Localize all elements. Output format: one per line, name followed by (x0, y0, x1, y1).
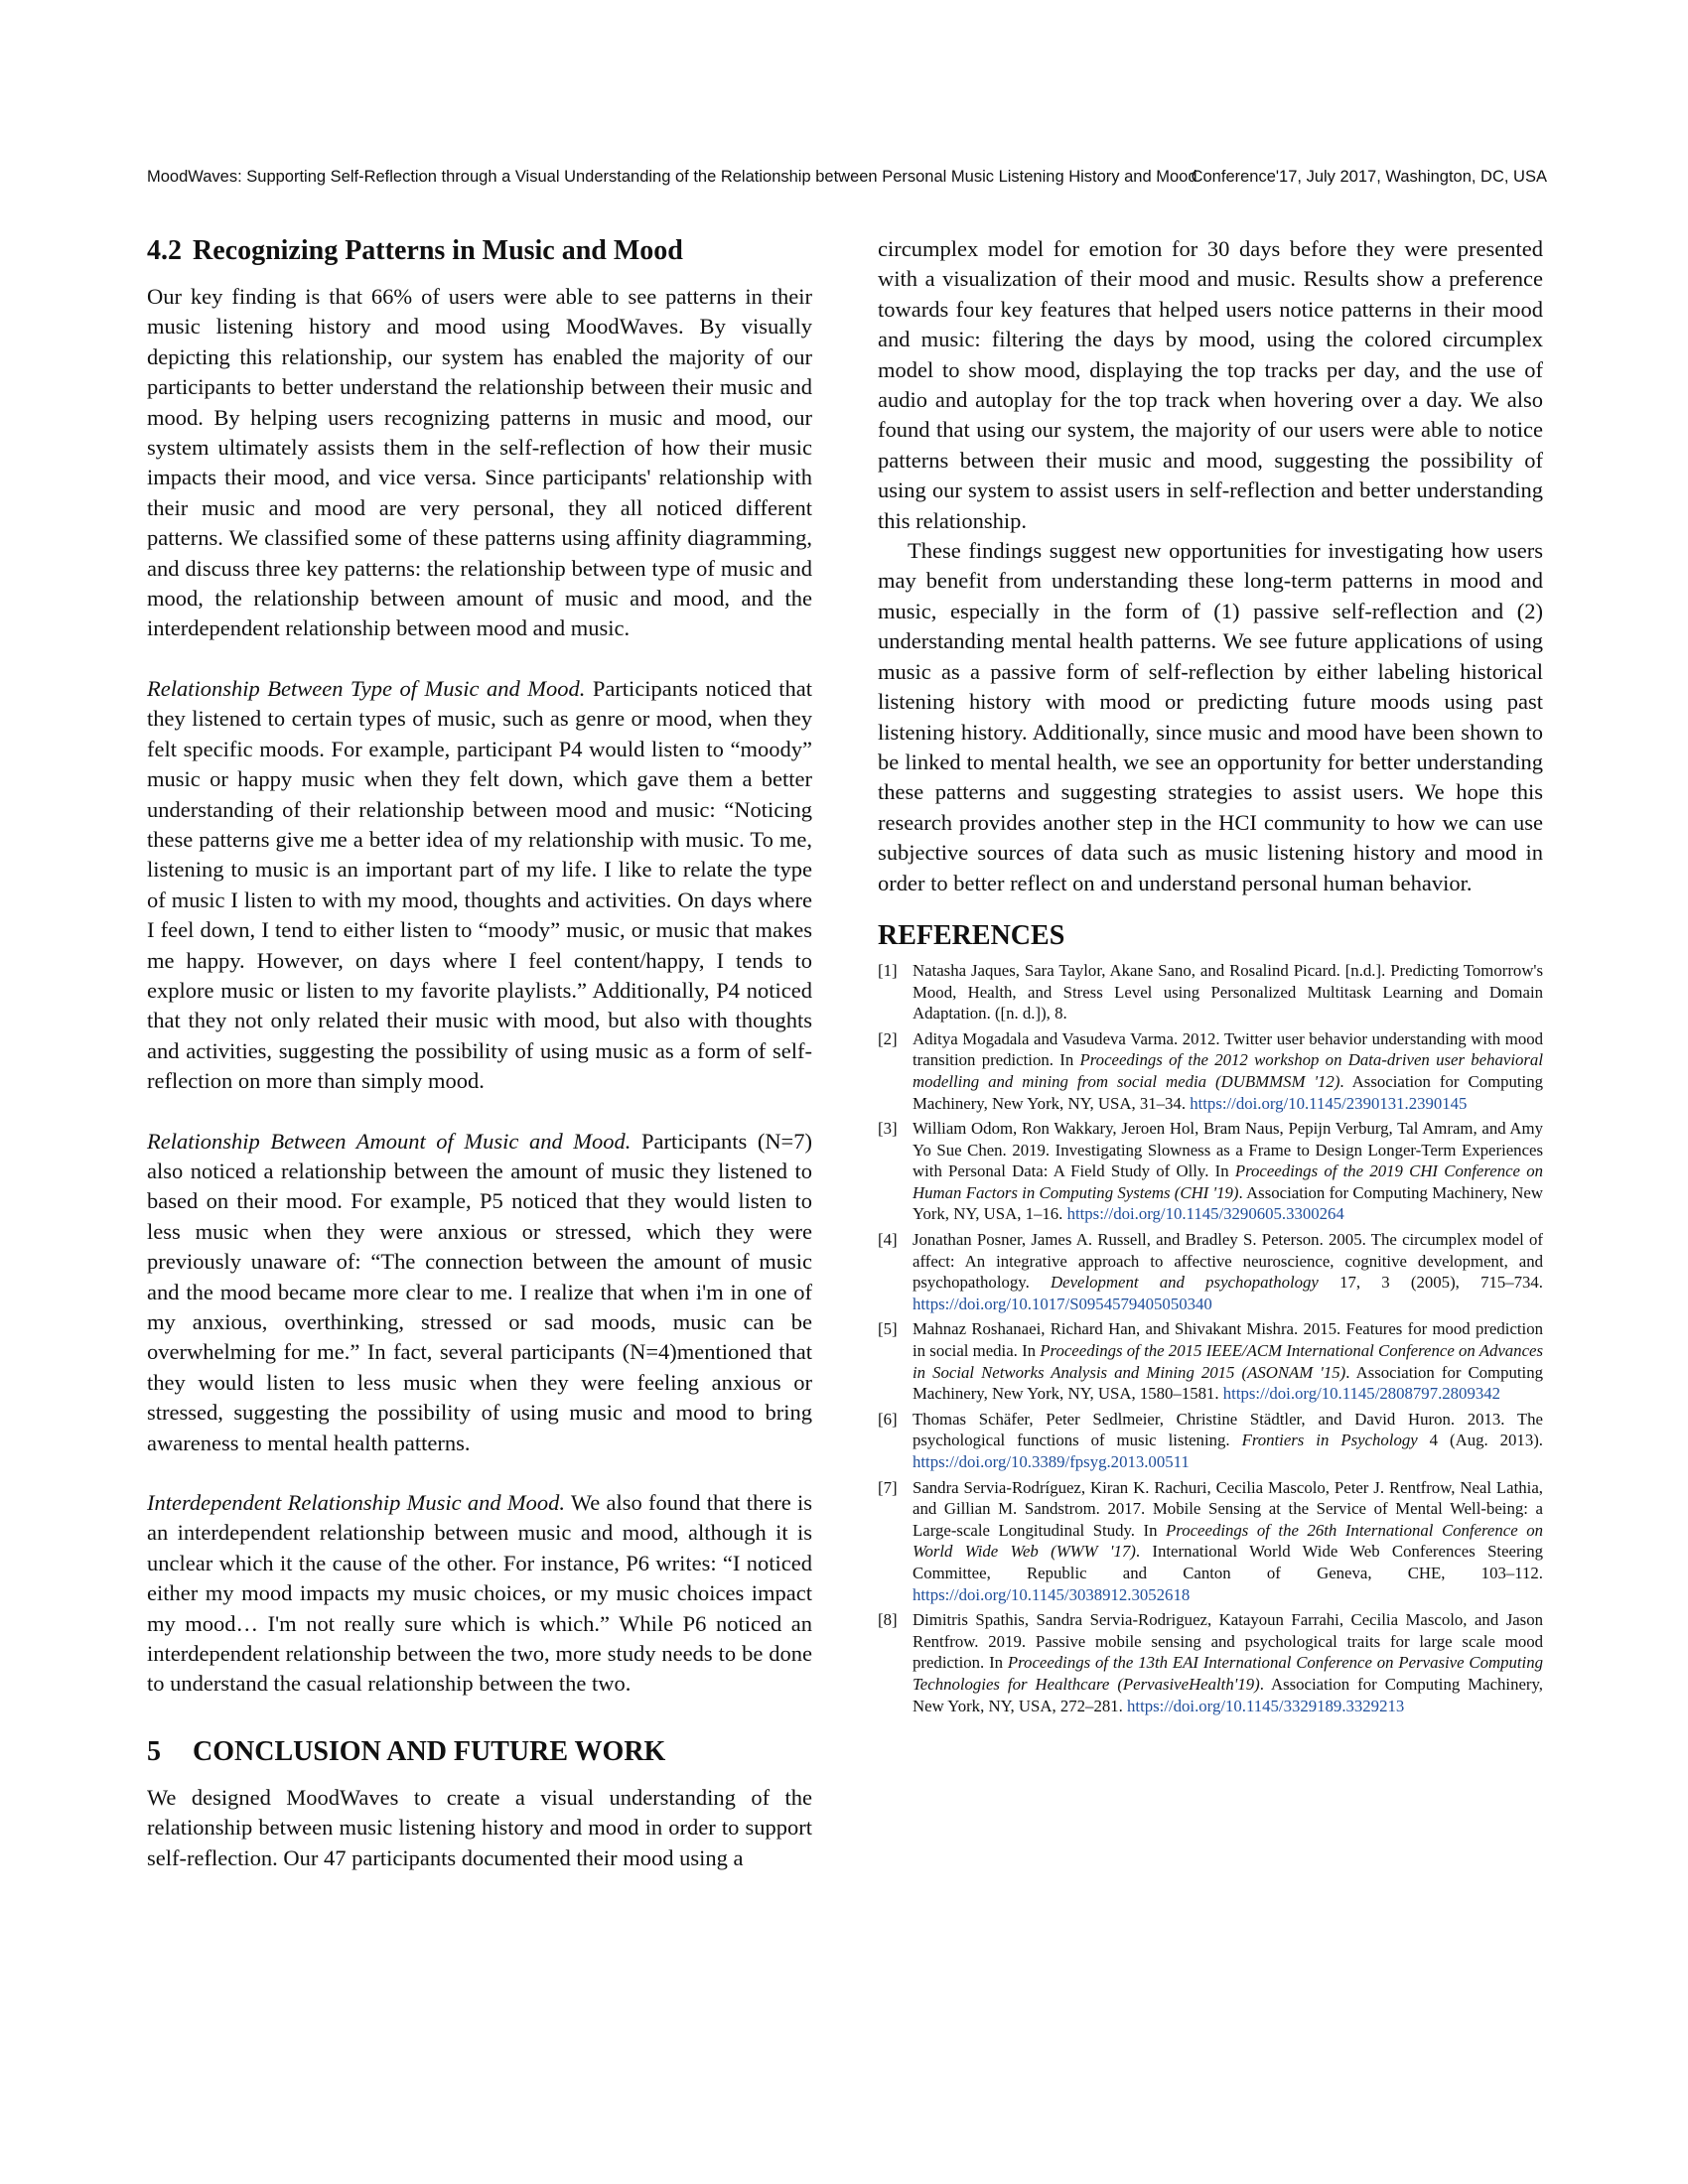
paragraph-heading: Interdependent Relationship Music and Mood. (147, 1490, 565, 1516)
reference-number: [6] (878, 1409, 898, 1429)
reference-number: [4] (878, 1230, 898, 1250)
reference-doi-link[interactable]: https://doi.org/10.3389/fpsyg.2013.00511 (913, 1452, 1190, 1471)
conclusion-paragraph-2: These findings suggest new opportunities for investigating how users may benefit from understanding these long-term patterns in mood and music, especially in the form of (1) passive self-reflection and (2) understanding mental health patterns. We see future applications of using music as a passive form of self-reflection by either labeling historical listening history with mood or predicting future moods using past listening history. Additionally, since music and mood have been shown to be linked to mental health, we see an opportunity for better understanding these patterns and suggesting strategies to assist users. We hope this research provides another step in the HCI community to how we can use subjective sources of data such as music listening history and mood in order to better reflect on and understand personal human behavior. (878, 538, 1543, 895)
reference-doi-link[interactable]: https://doi.org/10.1145/3329189.3329213 (1127, 1696, 1405, 1715)
reference-venue: Development and psychopathology (1051, 1273, 1319, 1293)
reference-text: Mahnaz Roshanaei, Richard Han, and Shivakant Mishra. 2015. Features for mood prediction in social media. In (913, 1319, 1543, 1361)
section-title: Recognizing Patterns in Music and Mood (193, 235, 683, 266)
reference-details: 17, 3 (2005), 715–734. (1318, 1273, 1544, 1293)
reference-item (878, 1118, 1543, 1225)
paragraph-body: We also found that there is an interdependent relationship between music and mood, although it is unclear which it the cause of the other. For instance, P6 writes: “I noticed either my mood impacts my music choices, or my music choices impact my mood… I'm not really sure which is which.” While P6 noticed an interdependent relationship between the two, more study needs to be done to understand the casual relationship between the two. (147, 1490, 812, 1697)
reference-item (878, 1609, 1543, 1716)
reference-doi-link[interactable]: https://doi.org/10.1145/3038912.3052618 (913, 1584, 1191, 1604)
reference-number: [8] (878, 1610, 898, 1630)
running-header-venue: Conference'17, July 2017, Washington, DC, USA (1191, 168, 1547, 186)
paragraph-heading: Relationship Between Type of Music and Mood. (147, 675, 586, 701)
reference-details: . International World Wide Web Conferences Steering Committee, Republic and Canton of Geneva, CHE, 103–112. (913, 1542, 1543, 1582)
reference-number: [3] (878, 1119, 898, 1139)
section-4-2-intro: Our key finding is that 66% of users were able to see patterns in their music listening history and mood using MoodWaves. By visually depicting this relationship, our system has enabled the majority of our participants to better understand the relationship between their music and mood. By helping users recognizing patterns in music and mood, our system ultimately assists them in the self-reflection of how their music impacts their mood, and vice versa. Since participants' relationship with their music and mood are very personal, they all noticed different patterns. We classified some of these patterns using affinity diagramming, and discuss three key patterns: the relationship between type of music and mood, the relationship between amount of music and mood, and the interdependent relationship between mood and music. (147, 284, 812, 641)
section-number: 4.2 (147, 235, 182, 266)
reference-details: . Association for Computing Machinery, New York, NY, USA, 1–16. (913, 1182, 1543, 1224)
reference-item (878, 1477, 1543, 1606)
reference-details: . Association for Computing Machinery, New York, NY, USA, 31–34. (913, 1071, 1544, 1113)
reference-venue: Proceedings of the 2012 workshop on Data-driven user behavioral modelling and mining from social media (DUBMMSM '12) (913, 1050, 1543, 1091)
reference-number: [7] (878, 1477, 898, 1497)
reference-venue: Frontiers in Psychology (1241, 1431, 1418, 1450)
reference-text: Aditya Mogadala and Vasudeva Varma. 2012. Twitter user behavior understanding with mood transition prediction. In (913, 1028, 1543, 1070)
reference-list (878, 960, 1543, 1716)
reference-venue: Proceedings of the 13th EAI International Conference on Pervasive Computing Technologies for Healthcare (PervasiveHealth'19) (913, 1653, 1543, 1694)
reference-venue: Proceedings of the 2015 IEEE/ACM International Conference on Advances in Social Networks Analysis and Mining 2015 (ASONAM '15) (913, 1341, 1543, 1382)
section-title: CONCLUSION AND FUTURE WORK (193, 1735, 666, 1767)
references-heading: REFERENCES (878, 919, 1065, 951)
interdependent-paragraph (147, 1488, 812, 1700)
paragraph-heading: Relationship Between Amount of Music and Mood. (147, 1128, 632, 1154)
reference-details: . Association for Computing Machinery, New York, NY, USA, 1580–1581. (913, 1362, 1543, 1404)
reference-item (878, 1318, 1543, 1404)
reference-text: Natasha Jaques, Sara Taylor, Akane Sano, and Rosalind Picard. [n.d.]. Predicting Tomorrow's Mood, Health, and Stress Level using Personalized Multitask Learning and Domain Adaptation. ([n. d.]), 8. (913, 960, 1543, 1024)
reference-doi-link[interactable]: https://doi.org/10.1145/3290605.3300264 (1066, 1204, 1344, 1224)
reference-text: Thomas Schäfer, Peter Sedlmeier, Christine Städtler, and David Huron. 2013. The psychological functions of music listening. (913, 1409, 1543, 1450)
reference-item (878, 960, 1543, 1024)
reference-venue: Proceedings of the 26th International Conference on World Wide Web (WWW '17) (913, 1520, 1543, 1562)
reference-doi-link[interactable]: https://doi.org/10.1145/2390131.2390145 (1190, 1093, 1468, 1113)
section-5-heading (147, 1735, 812, 1769)
amount-of-music-paragraph (147, 1127, 812, 1458)
section-number: 5 (147, 1735, 161, 1767)
reference-doi-link[interactable]: https://doi.org/10.1017/S0954579405050340 (913, 1294, 1212, 1313)
conclusion-paragraph-1: We designed MoodWaves to create a visual understanding of the relationship between music listening history and mood in order to support self-reflection. Our 47 participants documented their mood using a (147, 1784, 812, 1870)
type-of-music-paragraph (147, 674, 812, 1097)
reference-number: [2] (878, 1028, 898, 1048)
paragraph-body: Participants noticed that they listened to certain types of music, such as genre or mood, when they felt specific moods. For example, participant P4 would listen to “moody” music or happy music when they felt down, which gave them a better understanding of their relationship between mood and music: “Noticing these patterns give me a better idea of my relationship with music. To me, listening to music is an important part of my life. I like to relate the type of music I listen to with my mood, thoughts and activities. On days where I feel down, I tend to either listen to “moody” music, or music that makes me happy. However, on days where I feel content/happy, I tends to explore music or listen to my favorite playlists.” Additionally, P4 noticed that they not only related their music with mood, but also with thoughts and activities, suggesting the possibility of using music as a form of self-reflection on more than simply mood. (147, 675, 812, 1094)
right-column (878, 234, 1543, 1720)
running-header-title: MoodWaves: Supporting Self-Reflection through a Visual Understanding of the Relationship between Personal Music Listening History and Mood (147, 168, 1197, 186)
reference-details: . Association for Computing Machinery, New York, NY, USA, 272–281. (913, 1674, 1543, 1715)
reference-text: Sandra Servia-Rodríguez, Kiran K. Rachuri, Cecilia Mascolo, Peter J. Rentfrow, Neal Lathia, and Gillian M. Sandstrom. 2017. Mobile Sensing at the Service of Mental Well-being: a Large-scale Longitudinal Study. In (913, 1477, 1543, 1540)
reference-doi-link[interactable]: https://doi.org/10.1145/2808797.2809342 (1222, 1384, 1501, 1404)
reference-text: Dimitris Spathis, Sandra Servia-Rodriguez, Katayoun Farrahi, Cecilia Mascolo, and Jason Rentfrow. 2019. Passive mobile sensing and psychological traits for large scale mood prediction. In (913, 1610, 1543, 1673)
reference-item (878, 1409, 1543, 1473)
reference-venue: Proceedings of the 2019 CHI Conference on Human Factors in Computing Systems (CHI '19) (913, 1161, 1543, 1202)
reference-details: 4 (Aug. 2013). (1417, 1431, 1543, 1450)
reference-number: [1] (878, 960, 898, 980)
reference-text: William Odom, Ron Wakkary, Jeroen Hol, Bram Naus, Pepijn Verburg, Tal Amram, and Amy Yo Sue Chen. 2019. Investigating Slowness as a Frame to Design Longer-Term Experiences with Personal Data: A Field Study of Olly. In (913, 1119, 1543, 1181)
reference-item (878, 1028, 1543, 1114)
left-column (147, 234, 812, 1873)
reference-number: [5] (878, 1319, 898, 1339)
paragraph-body: Participants (N=7) also noticed a relationship between the amount of music they listened to based on their mood. For example, P5 noticed that they would listen to less music when they were anxious or stressed, which they were previously unaware of: “The connection between the amount of music and the mood became more clear to me. I realize that when i'm in one of my anxious, overthinking, stressed or sad moods, music can be overwhelming for me.” In fact, several participants (N=4)mentioned that they would listen to less music when they were feeling anxious or stressed, suggesting the possibility of using music and mood to bring awareness to mental health patterns. (147, 1128, 812, 1455)
conclusion-paragraph-1-continued: circumplex model for emotion for 30 days before they were presented with a visualization of their mood and music. Results show a preference towards four key features that helped users notice patterns in their mood and music: filtering the days by mood, using the colored circumplex model to show mood, displaying the top tracks per day, and the use of audio and autoplay for the top track when hovering over a day. We also found that using our system, the majority of our users were able to notice patterns between their music and mood, suggesting the possibility of using our system to assist users in self-reflection and better understanding this relationship. (878, 236, 1543, 533)
reference-item (878, 1229, 1543, 1314)
section-4-2-heading (147, 234, 812, 268)
reference-text: Jonathan Posner, James A. Russell, and Bradley S. Peterson. 2005. The circumplex model of affect: An integrative approach to affective neuroscience, cognitive development, and psychopathology. (913, 1230, 1543, 1293)
